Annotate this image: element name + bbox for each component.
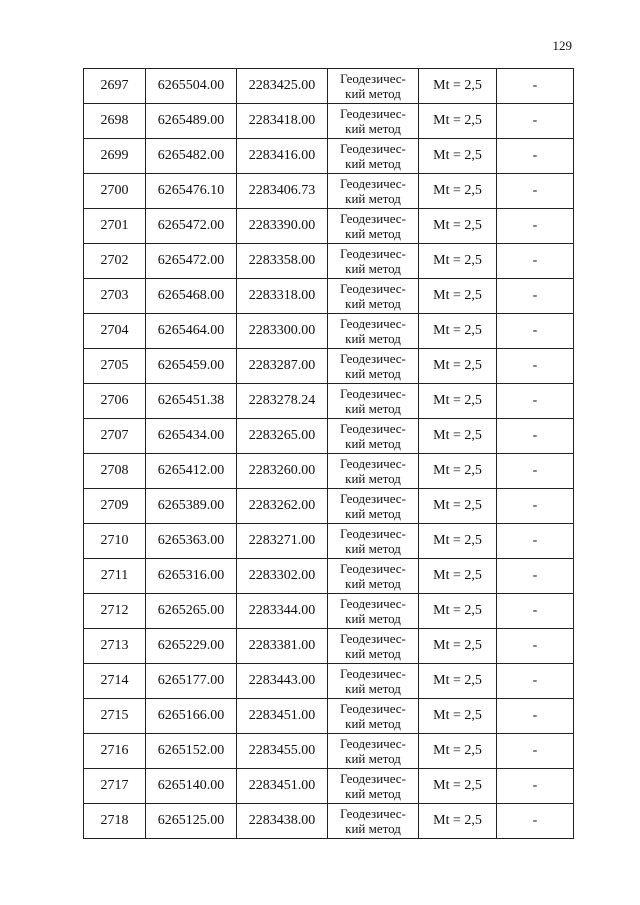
accuracy-cell: Mt = 2,5 xyxy=(419,419,497,454)
method-line-2: кий метод xyxy=(345,156,401,171)
table-row xyxy=(84,349,574,384)
accuracy-cell: Mt = 2,5 xyxy=(419,559,497,594)
point-number-cell: 2703 xyxy=(84,279,146,314)
accuracy-cell: Mt = 2,5 xyxy=(419,314,497,349)
method-line-1: Геодезичес- xyxy=(340,771,406,786)
method-line-1: Геодезичес- xyxy=(340,386,406,401)
table-row xyxy=(84,279,574,314)
method-line-2: кий метод xyxy=(345,121,401,136)
x-coordinate-cell: 6265489.00 xyxy=(146,104,237,139)
y-coordinate-cell: 2283406.73 xyxy=(237,174,328,209)
method-cell xyxy=(328,769,419,804)
table-row xyxy=(84,699,574,734)
method-line-2: кий метод xyxy=(345,611,401,626)
method-line-1: Геодезичес- xyxy=(340,806,406,821)
point-number-cell: 2709 xyxy=(84,489,146,524)
y-coordinate-cell: 2283390.00 xyxy=(237,209,328,244)
point-number-cell: 2716 xyxy=(84,734,146,769)
method-line-2: кий метод xyxy=(345,226,401,241)
point-number-cell: 2710 xyxy=(84,524,146,559)
point-number-cell: 2708 xyxy=(84,454,146,489)
method-cell xyxy=(328,174,419,209)
method-cell xyxy=(328,384,419,419)
y-coordinate-cell: 2283278.24 xyxy=(237,384,328,419)
accuracy-cell: Mt = 2,5 xyxy=(419,594,497,629)
method-line-1: Геодезичес- xyxy=(340,561,406,576)
method-cell xyxy=(328,104,419,139)
table-row xyxy=(84,139,574,174)
table-row xyxy=(84,454,574,489)
description-cell: - xyxy=(497,69,574,104)
description-cell: - xyxy=(497,699,574,734)
method-cell xyxy=(328,699,419,734)
method-cell xyxy=(328,559,419,594)
method-cell xyxy=(328,209,419,244)
point-number-cell: 2707 xyxy=(84,419,146,454)
method-line-1: Геодезичес- xyxy=(340,421,406,436)
y-coordinate-cell: 2283302.00 xyxy=(237,559,328,594)
method-line-2: кий метод xyxy=(345,506,401,521)
x-coordinate-cell: 6265464.00 xyxy=(146,314,237,349)
accuracy-cell: Mt = 2,5 xyxy=(419,244,497,279)
x-coordinate-cell: 6265316.00 xyxy=(146,559,237,594)
y-coordinate-cell: 2283262.00 xyxy=(237,489,328,524)
y-coordinate-cell: 2283318.00 xyxy=(237,279,328,314)
description-cell: - xyxy=(497,279,574,314)
method-cell xyxy=(328,139,419,174)
point-number-cell: 2715 xyxy=(84,699,146,734)
method-line-2: кий метод xyxy=(345,751,401,766)
accuracy-cell: Mt = 2,5 xyxy=(419,734,497,769)
y-coordinate-cell: 2283265.00 xyxy=(237,419,328,454)
method-line-2: кий метод xyxy=(345,681,401,696)
method-line-1: Геодезичес- xyxy=(340,736,406,751)
description-cell: - xyxy=(497,664,574,699)
description-cell: - xyxy=(497,419,574,454)
method-line-1: Геодезичес- xyxy=(340,176,406,191)
description-cell: - xyxy=(497,454,574,489)
x-coordinate-cell: 6265472.00 xyxy=(146,209,237,244)
method-line-1: Геодезичес- xyxy=(340,631,406,646)
method-line-2: кий метод xyxy=(345,401,401,416)
point-number-cell: 2705 xyxy=(84,349,146,384)
accuracy-cell: Mt = 2,5 xyxy=(419,804,497,839)
description-cell: - xyxy=(497,104,574,139)
method-line-2: кий метод xyxy=(345,86,401,101)
y-coordinate-cell: 2283425.00 xyxy=(237,69,328,104)
table-row xyxy=(84,769,574,804)
description-cell: - xyxy=(497,349,574,384)
y-coordinate-cell: 2283451.00 xyxy=(237,699,328,734)
method-line-1: Геодезичес- xyxy=(340,456,406,471)
table-row xyxy=(84,524,574,559)
description-cell: - xyxy=(497,139,574,174)
x-coordinate-cell: 6265265.00 xyxy=(146,594,237,629)
table-row xyxy=(84,69,574,104)
method-line-2: кий метод xyxy=(345,576,401,591)
x-coordinate-cell: 6265166.00 xyxy=(146,699,237,734)
table-row xyxy=(84,594,574,629)
point-number-cell: 2711 xyxy=(84,559,146,594)
description-cell: - xyxy=(497,209,574,244)
method-line-2: кий метод xyxy=(345,716,401,731)
accuracy-cell: Mt = 2,5 xyxy=(419,384,497,419)
method-line-2: кий метод xyxy=(345,786,401,801)
point-number-cell: 2718 xyxy=(84,804,146,839)
accuracy-cell: Mt = 2,5 xyxy=(419,699,497,734)
method-line-2: кий метод xyxy=(345,191,401,206)
y-coordinate-cell: 2283418.00 xyxy=(237,104,328,139)
description-cell: - xyxy=(497,244,574,279)
table-row xyxy=(84,209,574,244)
table-row xyxy=(84,734,574,769)
method-line-2: кий метод xyxy=(345,471,401,486)
accuracy-cell: Mt = 2,5 xyxy=(419,349,497,384)
x-coordinate-cell: 6265434.00 xyxy=(146,419,237,454)
accuracy-cell: Mt = 2,5 xyxy=(419,174,497,209)
table-row xyxy=(84,664,574,699)
method-line-1: Геодезичес- xyxy=(340,701,406,716)
method-cell xyxy=(328,314,419,349)
description-cell: - xyxy=(497,384,574,419)
x-coordinate-cell: 6265125.00 xyxy=(146,804,237,839)
page-number: 129 xyxy=(552,38,572,53)
method-line-1: Геодезичес- xyxy=(340,526,406,541)
description-cell: - xyxy=(497,314,574,349)
method-line-2: кий метод xyxy=(345,821,401,836)
y-coordinate-cell: 2283300.00 xyxy=(237,314,328,349)
point-number-cell: 2697 xyxy=(84,69,146,104)
method-cell xyxy=(328,524,419,559)
y-coordinate-cell: 2283271.00 xyxy=(237,524,328,559)
accuracy-cell: Mt = 2,5 xyxy=(419,69,497,104)
method-line-1: Геодезичес- xyxy=(340,71,406,86)
accuracy-cell: Mt = 2,5 xyxy=(419,769,497,804)
method-cell xyxy=(328,419,419,454)
table-row xyxy=(84,419,574,454)
method-line-2: кий метод xyxy=(345,296,401,311)
y-coordinate-cell: 2283451.00 xyxy=(237,769,328,804)
table-row xyxy=(84,314,574,349)
point-number-cell: 2700 xyxy=(84,174,146,209)
method-line-1: Геодезичес- xyxy=(340,666,406,681)
point-number-cell: 2702 xyxy=(84,244,146,279)
description-cell: - xyxy=(497,769,574,804)
table-row xyxy=(84,804,574,839)
point-number-cell: 2704 xyxy=(84,314,146,349)
y-coordinate-cell: 2283287.00 xyxy=(237,349,328,384)
x-coordinate-cell: 6265363.00 xyxy=(146,524,237,559)
description-cell: - xyxy=(497,804,574,839)
y-coordinate-cell: 2283443.00 xyxy=(237,664,328,699)
y-coordinate-cell: 2283455.00 xyxy=(237,734,328,769)
method-cell xyxy=(328,664,419,699)
x-coordinate-cell: 6265177.00 xyxy=(146,664,237,699)
accuracy-cell: Mt = 2,5 xyxy=(419,664,497,699)
method-cell xyxy=(328,629,419,664)
description-cell: - xyxy=(497,559,574,594)
method-cell xyxy=(328,734,419,769)
x-coordinate-cell: 6265459.00 xyxy=(146,349,237,384)
x-coordinate-cell: 6265482.00 xyxy=(146,139,237,174)
method-line-1: Геодезичес- xyxy=(340,491,406,506)
accuracy-cell: Mt = 2,5 xyxy=(419,489,497,524)
method-line-1: Геодезичес- xyxy=(340,211,406,226)
method-line-1: Геодезичес- xyxy=(340,316,406,331)
description-cell: - xyxy=(497,734,574,769)
method-line-2: кий метод xyxy=(345,366,401,381)
method-cell xyxy=(328,349,419,384)
y-coordinate-cell: 2283438.00 xyxy=(237,804,328,839)
y-coordinate-cell: 2283344.00 xyxy=(237,594,328,629)
method-line-1: Геодезичес- xyxy=(340,106,406,121)
accuracy-cell: Mt = 2,5 xyxy=(419,104,497,139)
y-coordinate-cell: 2283358.00 xyxy=(237,244,328,279)
table-row xyxy=(84,104,574,139)
description-cell: - xyxy=(497,594,574,629)
point-number-cell: 2698 xyxy=(84,104,146,139)
method-cell xyxy=(328,804,419,839)
point-number-cell: 2717 xyxy=(84,769,146,804)
method-line-2: кий метод xyxy=(345,261,401,276)
method-line-2: кий метод xyxy=(345,541,401,556)
x-coordinate-cell: 6265451.38 xyxy=(146,384,237,419)
description-cell: - xyxy=(497,524,574,559)
method-cell xyxy=(328,594,419,629)
x-coordinate-cell: 6265412.00 xyxy=(146,454,237,489)
coordinates-table xyxy=(83,68,574,839)
x-coordinate-cell: 6265476.10 xyxy=(146,174,237,209)
method-cell xyxy=(328,244,419,279)
coordinates-table-body xyxy=(84,69,574,839)
x-coordinate-cell: 6265229.00 xyxy=(146,629,237,664)
table-row xyxy=(84,629,574,664)
method-line-1: Геодезичес- xyxy=(340,246,406,261)
x-coordinate-cell: 6265152.00 xyxy=(146,734,237,769)
accuracy-cell: Mt = 2,5 xyxy=(419,524,497,559)
x-coordinate-cell: 6265504.00 xyxy=(146,69,237,104)
point-number-cell: 2712 xyxy=(84,594,146,629)
y-coordinate-cell: 2283381.00 xyxy=(237,629,328,664)
table-row xyxy=(84,559,574,594)
method-line-1: Геодезичес- xyxy=(340,141,406,156)
method-cell xyxy=(328,69,419,104)
y-coordinate-cell: 2283260.00 xyxy=(237,454,328,489)
method-line-2: кий метод xyxy=(345,436,401,451)
method-cell xyxy=(328,489,419,524)
accuracy-cell: Mt = 2,5 xyxy=(419,629,497,664)
description-cell: - xyxy=(497,174,574,209)
point-number-cell: 2699 xyxy=(84,139,146,174)
point-number-cell: 2713 xyxy=(84,629,146,664)
method-line-1: Геодезичес- xyxy=(340,281,406,296)
accuracy-cell: Mt = 2,5 xyxy=(419,454,497,489)
method-cell xyxy=(328,454,419,489)
accuracy-cell: Mt = 2,5 xyxy=(419,209,497,244)
description-cell: - xyxy=(497,489,574,524)
method-line-1: Геодезичес- xyxy=(340,351,406,366)
accuracy-cell: Mt = 2,5 xyxy=(419,279,497,314)
x-coordinate-cell: 6265472.00 xyxy=(146,244,237,279)
method-line-2: кий метод xyxy=(345,331,401,346)
point-number-cell: 2701 xyxy=(84,209,146,244)
x-coordinate-cell: 6265140.00 xyxy=(146,769,237,804)
x-coordinate-cell: 6265468.00 xyxy=(146,279,237,314)
y-coordinate-cell: 2283416.00 xyxy=(237,139,328,174)
point-number-cell: 2706 xyxy=(84,384,146,419)
method-line-1: Геодезичес- xyxy=(340,596,406,611)
point-number-cell: 2714 xyxy=(84,664,146,699)
table-row xyxy=(84,489,574,524)
method-cell xyxy=(328,279,419,314)
accuracy-cell: Mt = 2,5 xyxy=(419,139,497,174)
table-row xyxy=(84,174,574,209)
table-row xyxy=(84,384,574,419)
description-cell: - xyxy=(497,629,574,664)
x-coordinate-cell: 6265389.00 xyxy=(146,489,237,524)
method-line-2: кий метод xyxy=(345,646,401,661)
table-row xyxy=(84,244,574,279)
